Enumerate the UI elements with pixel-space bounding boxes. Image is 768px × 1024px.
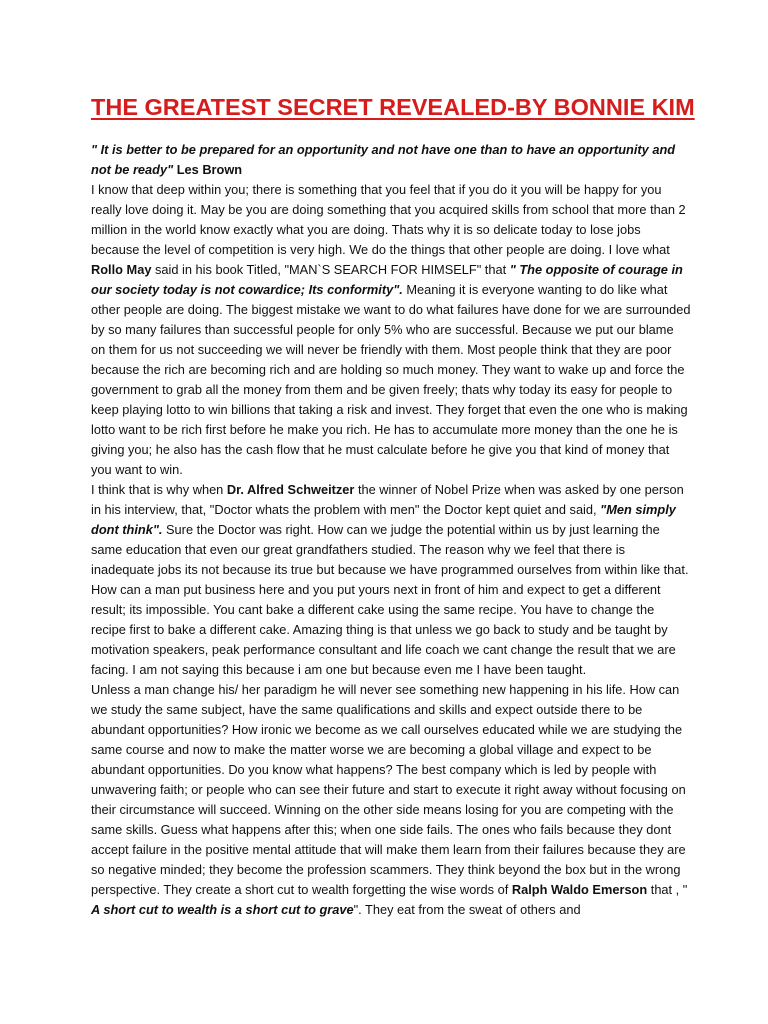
paragraph-3-text-c: ". They eat from the sweat of others and bbox=[353, 902, 581, 917]
paragraph-1 bbox=[91, 180, 691, 480]
rollo-may-name: Rollo May bbox=[91, 262, 152, 277]
paragraph-3-text-b: that , " bbox=[647, 882, 688, 897]
paragraph-1-text-c: Meaning it is everyone wanting to do like what other people are doing. The biggest mistake we want to do what failures have done for we are surrounded by so many failures than successful people for only 5% who are successful. Because we put our blame on them for us not succeeding we will never be friendly with them. Most people think that they are poor because the rich are becoming rich and are holding so much money. They want to wake up and force the government to grab all the money from them and be given freely; thats why today its easy for people to keep playing lotto to win billions that taking a risk and invest. They forget that even the one who is making lotto want to be rich first before he make you rich. He has to accumulate more money than the one he is giving you; he also has the cash flow that he must calculate before he give you that kind of money that you want to win. bbox=[91, 282, 691, 477]
opening-quote-paragraph bbox=[91, 140, 691, 180]
document-title: THE GREATEST SECRET REVEALED-BY BONNIE KIM bbox=[91, 94, 695, 120]
paragraph-1-text-a: I know that deep within you; there is something that you feel that if you do it you will be happy for you really love doing it. May be you are doing something that you acquired skills from school that more than 2 million in the world know exactly what you are doing. Thats why it is so delicate today to lose jobs because the level of competition is very high. We do the things that other people are doing. I love what bbox=[91, 182, 686, 257]
paragraph-3 bbox=[91, 680, 691, 920]
paragraph-2-text-b: the winner of Nobel Prize when was asked by one person in his interview, that, "Doctor whats the problem with men" the Doctor kept quiet and said, bbox=[91, 482, 684, 517]
emerson-name: Ralph Waldo Emerson bbox=[511, 882, 648, 897]
paragraph-2 bbox=[91, 480, 691, 680]
men-dont-think-quote: "Men simply dont think". bbox=[91, 502, 676, 537]
schweitzer-name: Dr. Alfred Schweitzer bbox=[226, 482, 355, 497]
paragraph-2-text-a: I think that is why when bbox=[91, 482, 227, 497]
opening-quote-author: Les Brown bbox=[173, 162, 243, 177]
paragraph-2-text-c: Sure the Doctor was right. How can we judge the potential within us by just learning the same education that even our great grandfathers studied. The reason why we feel that there is inadequate jobs its not because its true but because we have programmed ourselves from within like that. How can a man put business here and you put yours next in front of him and expect to get a different result; its impossible. You cant bake a different cake using the same recipe. You have to change the recipe first to bake a different cake. Amazing thing is that unless we go back to study and be taught by motivation speakers, peak performance consultant and life coach we cant change the result that we are facing. I am not saying this because i am one but because even me I have been taught. bbox=[91, 522, 689, 677]
document-body bbox=[91, 140, 691, 920]
conformity-quote: " The opposite of courage in our society today is not cowardice; Its conformity". bbox=[91, 262, 683, 297]
opening-quote: " It is better to be prepared for an opportunity and not have one than to have an opportunity and not be ready" bbox=[91, 142, 676, 177]
paragraph-1-text-b: said in his book Titled, "MAN`S SEARCH FOR HIMSELF" that bbox=[151, 262, 510, 277]
paragraph-3-text-a: Unless a man change his/ her paradigm he will never see something new happening in his life. How can we study the same subject, have the same qualifications and skills and expect outside there to be abundant opportunities? How ironic we become as we call ourselves educated while we are studying the same course and now to make the matter worse we are becoming a global village and expect to be abundant opportunities. Do you know what happens? The best company which is led by people with unwavering faith; or people who can see their future and start to execute it right away without focusing on their circumstance will succeed. Winning on the other side means losing for you are competing with the same skills. Guess what happens after this; when one side fails. The ones who fails because they dont accept failure in the positive mental attitude that will make them learn from their failures because they are so negative minded; they become the profession scammers. They think beyond the box but in the wrong perspective. They create a short cut to wealth forgetting the wise words of bbox=[91, 682, 686, 897]
short-cut-quote: A short cut to wealth is a short cut to grave bbox=[91, 902, 354, 917]
